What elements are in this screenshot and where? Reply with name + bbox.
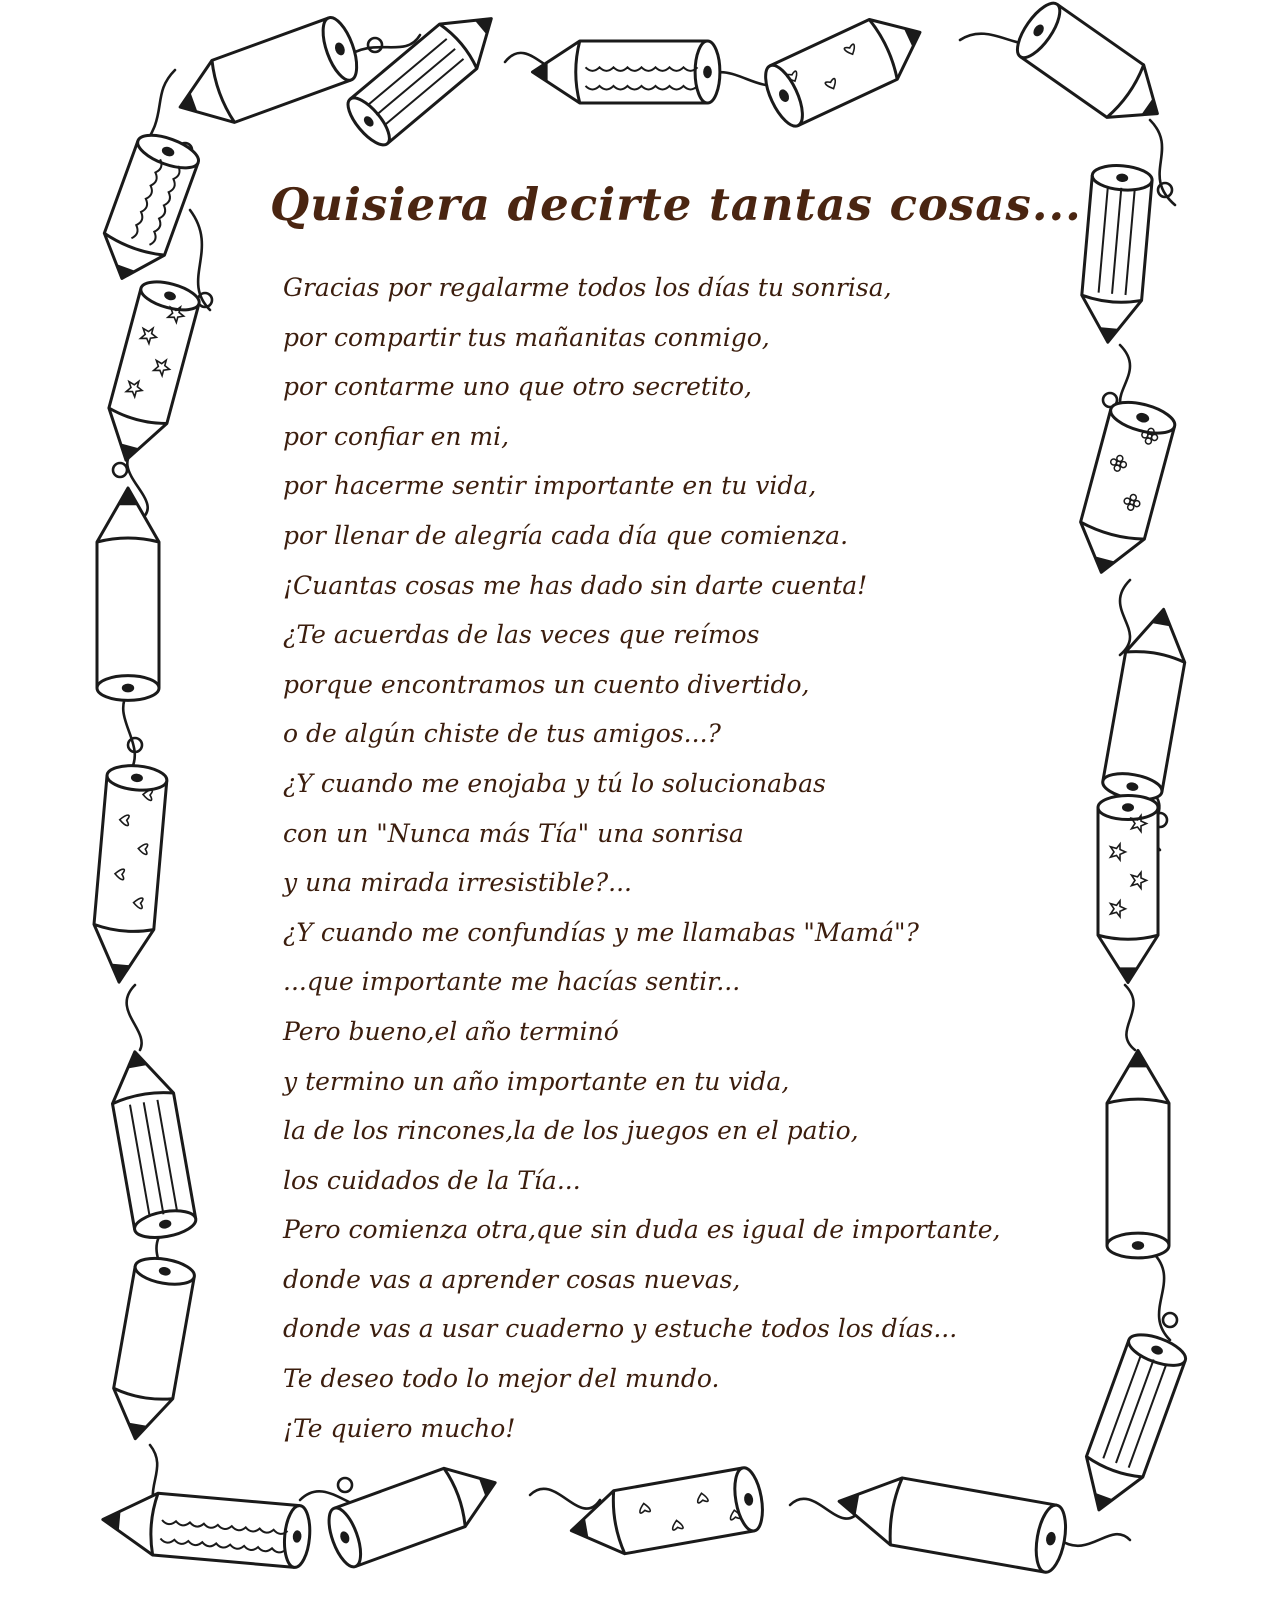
poem-line: y termino un año importante en tu vida, (283, 1066, 790, 1096)
pencil-hearts (758, 2, 934, 131)
poem-body (283, 263, 1001, 1453)
poem-line: los cuidados de la Tía... (283, 1165, 581, 1195)
pencil-plain (833, 1468, 1070, 1575)
pencil-waves (100, 1489, 312, 1569)
pencil-plain (1010, 0, 1176, 140)
poem-line: ...que importante me hacías sentir... (283, 967, 741, 997)
poem-line: donde vas a usar cuaderno y estuche todos los días... (283, 1314, 958, 1344)
pencil-hearts (89, 763, 168, 984)
poem-line: por hacerme sentir importante en tu vida, (283, 471, 817, 501)
poem-line: por llenar de alegría cada día que comienza. (283, 520, 849, 550)
poem-line: ¡Te quiero mucho! (283, 1413, 516, 1443)
pencil-stripes (104, 1046, 198, 1241)
poem-line: o de algún chiste de tus amigos...? (283, 719, 721, 749)
pencil-stars (97, 277, 202, 468)
pencil-plain (323, 1454, 506, 1571)
poem-line: Te deseo todo lo mejor del mundo. (283, 1364, 720, 1394)
poem-line: ¿Y cuando me confundías y me llamabas "Mamá"? (283, 917, 919, 947)
poem-line: ¿Y cuando me enojaba y tú lo solucionabas (283, 768, 826, 798)
poem-line: porque encontramos un cuento divertido, (283, 669, 810, 699)
pencil-plain (169, 13, 364, 138)
poem-line: por confiar en mi, (283, 421, 510, 451)
poem-line: Gracias por regalarme todos los días tu sonrisa, (283, 273, 892, 302)
poem-line: por compartir tus mañanitas conmigo, (283, 322, 770, 352)
poem-line: la de los rincones,la de los juegos en el patio, (283, 1116, 859, 1146)
poem-line: Pero comienza otra,que sin duda es igual de importante, (283, 1215, 1001, 1245)
pencil-waves (533, 41, 720, 103)
poem-line: Pero bueno,el año terminó (283, 1016, 619, 1046)
poem-line: y una mirada irresistible?... (283, 868, 632, 898)
pencil-flowers (1069, 396, 1178, 580)
poem-line: ¿Te acuerdas de las veces que reímos (283, 620, 760, 650)
pencil-plain (97, 488, 159, 700)
pencil-stripes (341, 0, 510, 151)
poem-title: Quisiera decirte tantas cosas... (270, 178, 1082, 231)
pencil-plain (106, 1254, 197, 1444)
pencil-plain (1101, 604, 1193, 804)
pencil-hearts (566, 1466, 767, 1563)
poem-line: ¡Cuantas cosas me has dado sin darte cuenta! (283, 570, 868, 600)
pencil-stars (1098, 796, 1158, 983)
pencil-waves (92, 129, 203, 290)
pencil-plain (1107, 1051, 1169, 1258)
pencil-stripes (1078, 163, 1153, 345)
pencil-stripes (1071, 1329, 1190, 1521)
poem-line: por contarme uno que otro secretito, (283, 372, 753, 402)
poem-line: donde vas a aprender cosas nuevas, (283, 1264, 741, 1294)
poem-line: con un "Nunca más Tía" una sonrisa (283, 818, 744, 848)
